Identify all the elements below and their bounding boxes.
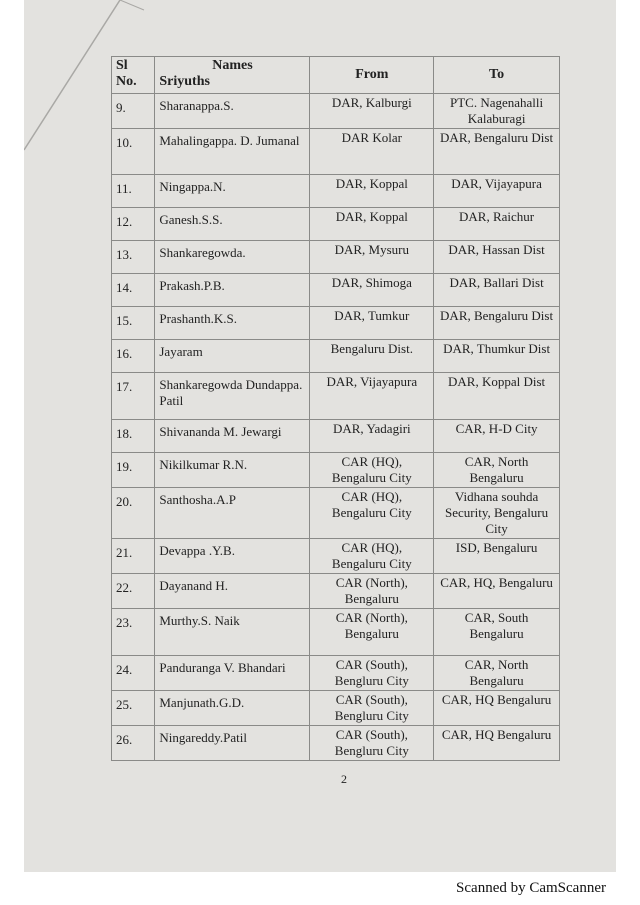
table-row xyxy=(112,373,560,420)
row-sl: 20. xyxy=(112,488,155,539)
row-from: CAR (South), Bengluru City xyxy=(310,691,434,726)
row-from: DAR, Mysuru xyxy=(310,241,434,274)
row-sl: 11. xyxy=(112,175,155,208)
row-from: CAR (HQ), Bengaluru City xyxy=(310,453,434,488)
table-row xyxy=(112,609,560,656)
row-name: Sharanappa.S. xyxy=(155,94,310,129)
row-to: CAR, North Bengaluru xyxy=(434,453,560,488)
row-sl: 23. xyxy=(112,609,155,656)
row-from: CAR (North), Bengaluru xyxy=(310,574,434,609)
row-sl: 22. xyxy=(112,574,155,609)
row-to: DAR, Thumkur Dist xyxy=(434,340,560,373)
header-names xyxy=(155,57,310,94)
table-row xyxy=(112,420,560,453)
row-from: DAR Kolar xyxy=(310,129,434,175)
row-name: Prakash.P.B. xyxy=(155,274,310,307)
table-row xyxy=(112,129,560,175)
table-row xyxy=(112,453,560,488)
table-row xyxy=(112,340,560,373)
row-sl: 13. xyxy=(112,241,155,274)
row-name: Ningappa.N. xyxy=(155,175,310,208)
table-row xyxy=(112,488,560,539)
row-to: CAR, H-D City xyxy=(434,420,560,453)
row-from: Bengaluru Dist. xyxy=(310,340,434,373)
table-row xyxy=(112,274,560,307)
table-row xyxy=(112,656,560,691)
header-to: To xyxy=(434,57,560,94)
row-name: Prashanth.K.S. xyxy=(155,307,310,340)
row-to: CAR, HQ, Bengaluru xyxy=(434,574,560,609)
row-from: CAR (North), Bengaluru xyxy=(310,609,434,656)
row-to: CAR, HQ Bengaluru xyxy=(434,726,560,761)
row-to: CAR, North Bengaluru xyxy=(434,656,560,691)
row-name: Devappa .Y.B. xyxy=(155,539,310,574)
row-name: Shankaregowda Dundappa. Patil xyxy=(155,373,310,420)
row-sl: 25. xyxy=(112,691,155,726)
header-sl: Sl No. xyxy=(112,57,155,94)
table-row xyxy=(112,94,560,129)
row-to: Vidhana souhda Security, Bengaluru City xyxy=(434,488,560,539)
table-row xyxy=(112,691,560,726)
row-sl: 26. xyxy=(112,726,155,761)
row-from: DAR, Koppal xyxy=(310,175,434,208)
row-to: CAR, HQ Bengaluru xyxy=(434,691,560,726)
row-sl: 24. xyxy=(112,656,155,691)
row-name: Ningareddy.Patil xyxy=(155,726,310,761)
table-header-row xyxy=(112,57,560,94)
row-from: DAR, Shimoga xyxy=(310,274,434,307)
table-row xyxy=(112,208,560,241)
row-to: PTC. Nagenahalli Kalaburagi xyxy=(434,94,560,129)
row-name: Shankaregowda. xyxy=(155,241,310,274)
row-sl: 19. xyxy=(112,453,155,488)
row-to: CAR, South Bengaluru xyxy=(434,609,560,656)
row-to: ISD, Bengaluru xyxy=(434,539,560,574)
row-to: DAR, Hassan Dist xyxy=(434,241,560,274)
table-row xyxy=(112,307,560,340)
row-to: DAR, Bengaluru Dist xyxy=(434,307,560,340)
table-row xyxy=(112,726,560,761)
row-name: Santhosha.A.P xyxy=(155,488,310,539)
row-from: DAR, Koppal xyxy=(310,208,434,241)
table-row xyxy=(112,539,560,574)
row-name: Panduranga V. Bhandari xyxy=(155,656,310,691)
row-to: DAR, Koppal Dist xyxy=(434,373,560,420)
page-number: 2 xyxy=(341,772,347,786)
row-name: Dayanand H. xyxy=(155,574,310,609)
row-to: DAR, Bengaluru Dist xyxy=(434,129,560,175)
row-sl: 9. xyxy=(112,94,155,129)
scanned-page xyxy=(24,0,616,872)
table-row xyxy=(112,241,560,274)
row-name: Nikilkumar R.N. xyxy=(155,453,310,488)
row-to: DAR, Ballari Dist xyxy=(434,274,560,307)
header-names-line2: Sriyuths xyxy=(159,74,210,89)
row-name: Murthy.S. Naik xyxy=(155,609,310,656)
table-row xyxy=(112,574,560,609)
row-name: Shivananda M. Jewargi xyxy=(155,420,310,453)
row-from: CAR (HQ), Bengaluru City xyxy=(310,488,434,539)
transfer-table xyxy=(111,56,560,761)
scanner-watermark: Scanned by CamScanner xyxy=(456,880,606,896)
row-sl: 14. xyxy=(112,274,155,307)
row-sl: 18. xyxy=(112,420,155,453)
row-sl: 17. xyxy=(112,373,155,420)
row-from: CAR (South), Bengluru City xyxy=(310,656,434,691)
row-name: Jayaram xyxy=(155,340,310,373)
row-sl: 12. xyxy=(112,208,155,241)
header-names-line1: Names xyxy=(212,58,253,73)
row-name: Mahalingappa. D. Jumanal xyxy=(155,129,310,175)
row-to: DAR, Vijayapura xyxy=(434,175,560,208)
row-sl: 15. xyxy=(112,307,155,340)
row-from: DAR, Yadagiri xyxy=(310,420,434,453)
row-name: Ganesh.S.S. xyxy=(155,208,310,241)
row-from: DAR, Kalburgi xyxy=(310,94,434,129)
table-row xyxy=(112,175,560,208)
row-from: CAR (South), Bengluru City xyxy=(310,726,434,761)
row-from: DAR, Vijayapura xyxy=(310,373,434,420)
row-sl: 10. xyxy=(112,129,155,175)
row-sl: 16. xyxy=(112,340,155,373)
row-name: Manjunath.G.D. xyxy=(155,691,310,726)
row-to: DAR, Raichur xyxy=(434,208,560,241)
header-from: From xyxy=(310,57,434,94)
row-sl: 21. xyxy=(112,539,155,574)
row-from: DAR, Tumkur xyxy=(310,307,434,340)
row-from: CAR (HQ), Bengaluru City xyxy=(310,539,434,574)
